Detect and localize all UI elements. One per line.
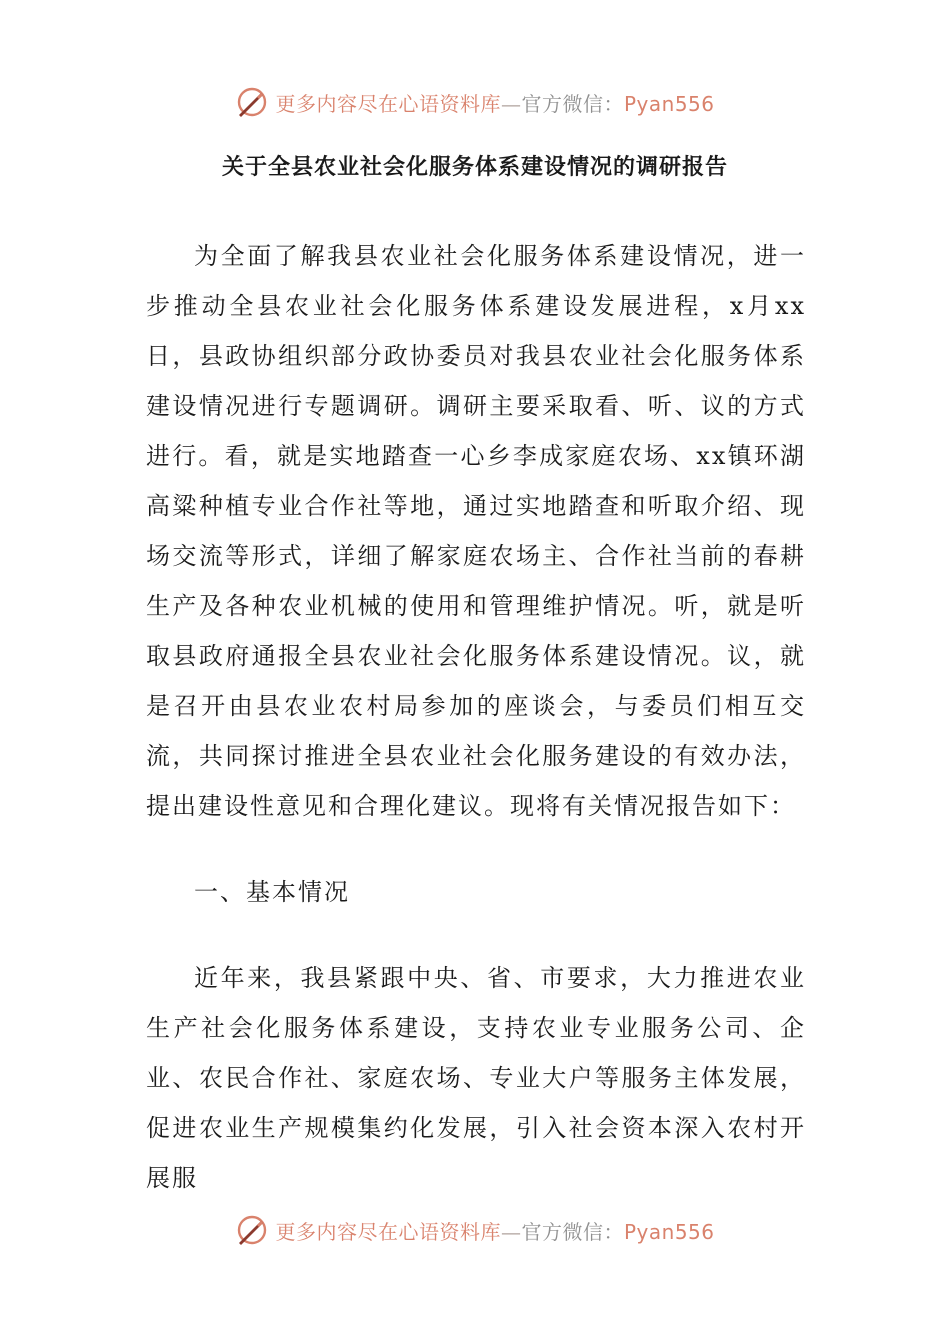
- watermark-dash: —: [500, 1219, 522, 1244]
- watermark-dash: —: [500, 91, 522, 116]
- section-1-paragraph: 近年来，我县紧跟中央、省、市要求，大力推进农业生产社会化服务体系建设，支持农业专业服务公司、企业、农民合作社、家庭农场、专业大户等服务主体发展，促进农业生产规模集约化发展，引入社会资本深入农村开展服: [146, 964, 806, 1192]
- pen-nib-circle-icon: [235, 1213, 269, 1247]
- footer-watermark: [0, 1210, 950, 1250]
- watermark-text: [275, 88, 714, 117]
- watermark-official-label: 官方微信：: [521, 1219, 624, 1244]
- pen-nib-circle-icon: [235, 85, 269, 119]
- document-body: [146, 231, 806, 1203]
- section-heading-basic-situation: 一、基本情况: [194, 878, 350, 906]
- intro-paragraph: 为全面了解我县农业社会化服务体系建设情况，进一步推动全县农业社会化服务体系建设发展进程，x月xx日，县政协组织部分政协委员对我县农业社会化服务体系建设情况进行专题调研。调研主要采取看、听、议的方式进行。看，就是实地踏查一心乡李成家庭农场、xx镇环湖高粱种植专业合作社等地，通过实地踏查和听取介绍、现场交流等形式，详细了解家庭农场主、合作社当前的春耕生产及各种农业机械的使用和管理维护情况。听，就是听取县政府通报全县农业社会化服务体系建设情况。议，就是召开由县农业农村局参加的座谈会，与委员们相互交流，共同探讨推进全县农业社会化服务建设的有效办法，提出建设性意见和合理化建议。现将有关情况报告如下：: [146, 242, 806, 820]
- watermark-text: [275, 1216, 714, 1245]
- watermark-official-label: 官方微信：: [521, 91, 624, 116]
- document-title: 关于全县农业社会化服务体系建设情况的调研报告: [221, 155, 728, 180]
- header-watermark: [0, 82, 950, 122]
- watermark-wechat-id: Pyan556: [623, 1219, 715, 1244]
- watermark-brand: 更多内容尽在心语资料库: [275, 1219, 501, 1244]
- watermark-wechat-id: Pyan556: [623, 91, 715, 116]
- watermark-brand: 更多内容尽在心语资料库: [275, 91, 501, 116]
